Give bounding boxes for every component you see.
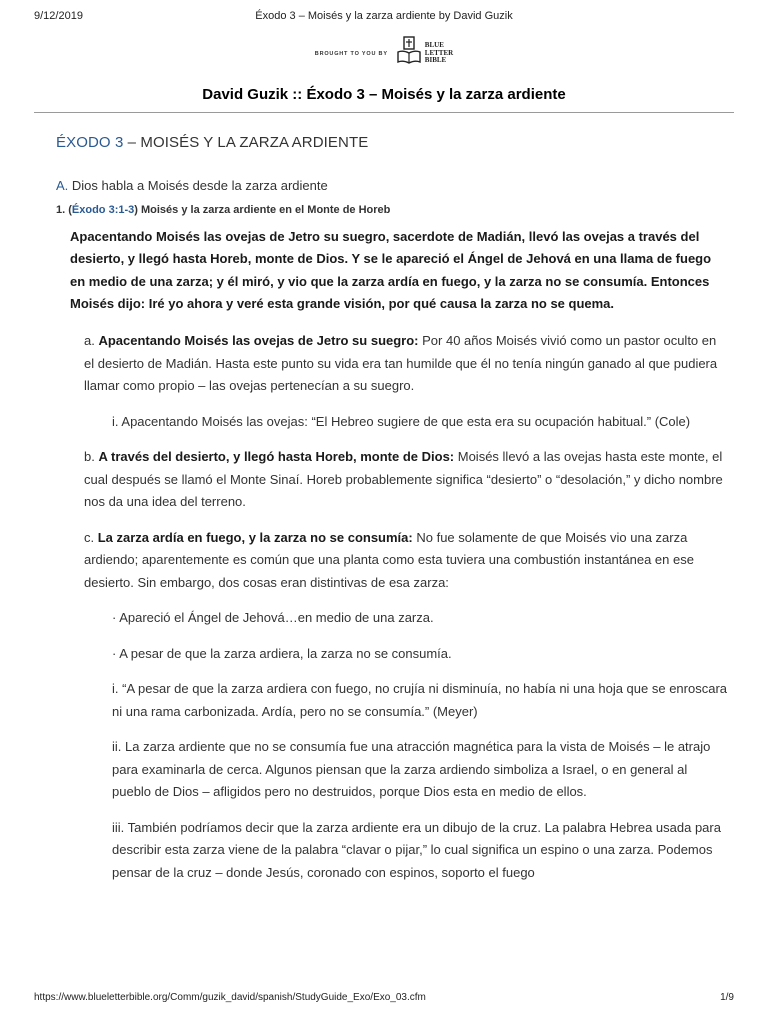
point-bold-quote: Apacentando Moisés las ovejas de Jetro su suegro:	[98, 333, 419, 349]
study-content	[56, 134, 728, 897]
study-title	[56, 134, 728, 151]
scripture-ref-link[interactable]: Éxodo 3:1-3	[71, 204, 135, 216]
point-bold-quote: A través del desierto, y llegó hasta Horeb, monte de Dios:	[98, 449, 455, 465]
point-text: No fue solamente de que Moisés vio una zarza ardiendo; aparentemente es común que una planta como esta tuviera una combustión instantánea en ese desierto. Sin embargo, dos cosas eran distintivas de esa zarza:	[84, 529, 694, 590]
point-label: b.	[84, 449, 99, 465]
brand-banner	[0, 36, 768, 70]
section-title: Dios habla a Moisés desde la zarza ardiente	[68, 178, 328, 193]
point-c-ii: ii. La zarza ardiente que no se consumía fue una atracción magnética para la vista de Moisés – le atrajo para examinarla de cerca. Algunos piensan que la zarza ardiendo simboliza a Israel, o en general al pueblo de Dios – afligidos pero no destruidos, porque Dios esta en medio de ellos.	[112, 739, 711, 800]
point-a	[84, 330, 728, 398]
footer-url: https://www.blueletterbible.org/Comm/guzik_david/spanish/StudyGuide_Exo/Exo_03.cfm	[34, 992, 426, 1003]
point-label: c.	[84, 529, 98, 545]
logo-word-blue: BLUE	[424, 41, 444, 50]
section-letter: A.	[56, 178, 69, 193]
point-label: a.	[84, 333, 99, 349]
page-number: 1/9	[720, 992, 734, 1003]
point-bold-quote: La zarza ardía en fuego, y la zarza no se consumía:	[97, 529, 413, 545]
open-book-icon	[396, 36, 422, 71]
point-a-i: i. Apacentando Moisés las ovejas: “El Hebreo sugiere de que esta era su ocupación habitual.” (Cole)	[112, 413, 691, 429]
point-text: Por 40 años Moisés vivió como un pastor oculto en el desierto de Madián. Hasta este punto su vida era tan humilde que él no tenía ningún ganado al que pudiera llamar como propio – las ovejas pertenecían a su suegro.	[84, 333, 718, 394]
logo-word-letter: LETTER	[424, 48, 454, 57]
study-title-ref[interactable]: ÉXODO 3	[56, 134, 124, 151]
bullet-item-2: · A pesar de que la zarza ardiera, la zarza no se consumía.	[112, 645, 452, 661]
print-footer	[34, 992, 734, 1006]
blue-letter-bible-logo[interactable]	[396, 36, 453, 71]
sub-title: ) Moisés y la zarza ardiente en el Monte de Horeb	[134, 204, 391, 216]
page-title: David Guzik :: Éxodo 3 – Moisés y la zarza ardiente	[202, 86, 566, 103]
heading-divider	[34, 112, 734, 113]
point-c-iii: iii. También podríamos decir que la zarza ardiente era un dibujo de la cruz. La palabra Hebrea usada para describir esta zarza viene de la palabra “clavar o pijar,” lo cual significa un espino o una zarza. Podemos pensar de la cruz – donde Jesús, coronado con espinos, soporto el fuego	[112, 819, 721, 880]
sub-heading-1	[56, 204, 728, 216]
logo-wordmark	[425, 42, 453, 65]
point-c	[84, 527, 728, 595]
bullet-item-1: · Apareció el Ángel de Jehová…en medio de una zarza.	[112, 610, 434, 626]
print-title: Éxodo 3 – Moisés y la zarza ardiente by David Guzik	[255, 10, 513, 22]
study-title-text: – MOISÉS Y LA ZARZA ARDIENTE	[123, 134, 369, 151]
point-text: Moisés llevó a las ovejas hasta este monte, el cual después se llamó el Monte Sinaí. Horeb probablemente significa “desierto” o “desolación,” y dicho nombre nos da una idea del terreno.	[84, 449, 723, 510]
brought-by-text: BROUGHT TO YOU BY	[314, 50, 388, 57]
logo-word-bible: BIBLE	[424, 56, 447, 65]
print-date: 9/12/2019	[34, 10, 83, 22]
point-b	[84, 446, 728, 514]
section-heading-a	[56, 178, 728, 193]
point-c-i: i. “A pesar de que la zarza ardiera con fuego, no crujía ni disminuía, no había ni una hoja que se enroscara ni una rama carbonizada. Ardía, pero no se consumía.” (Meyer)	[112, 681, 727, 719]
scripture-passage: Apacentando Moisés las ovejas de Jetro su suegro, sacerdote de Madián, llevó las ovejas a través del desierto, y llegó hasta Horeb, monte de Dios. Y se le apareció el Ángel de Jehová en una llama de fuego en medio de una zarza; y él miró, y vio que la zarza ardía en fuego, y la zarza no se consumía. Entonces Moisés dijo: Iré yo ahora y veré esta grande visión, por qué causa la zarza no se quema.	[70, 229, 712, 311]
sub-number: 1. (	[56, 204, 72, 216]
print-header	[34, 10, 734, 26]
